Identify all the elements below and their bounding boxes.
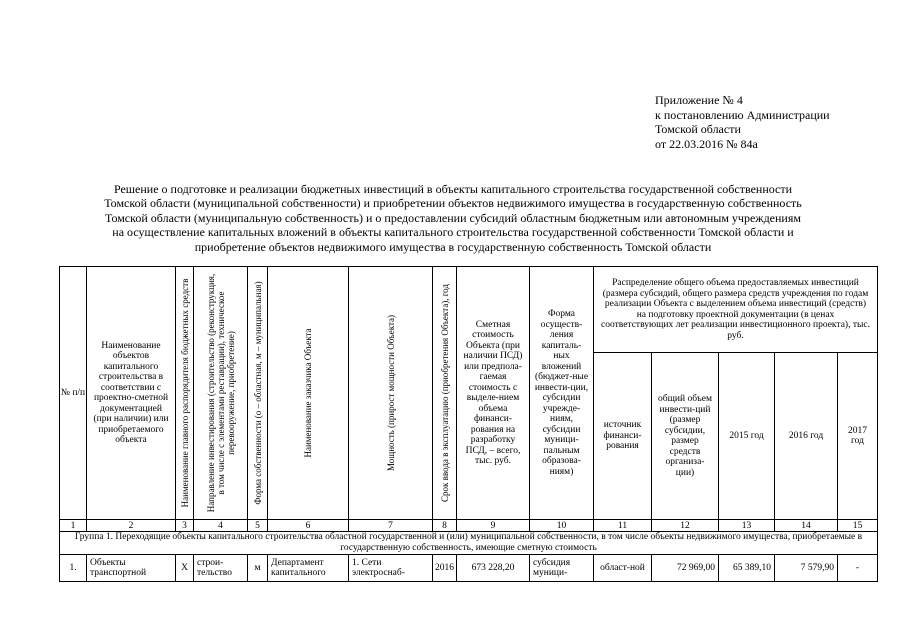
table-row	[60, 555, 878, 582]
column-number: 11	[594, 520, 652, 532]
header-form: Форма осуществ-ления капиталь-ных вложений (бюджет-ные инвести-ции, субсидии учрежде-ниям, субсидии муници-пальным образова-ниям)	[530, 267, 594, 520]
header-distribution: Распределение общего объема предоставляемых инвестиций (размера субсидий, общего размера средств учреждения по годам реализации Объекта с выделением объема инвестиций (средств) на подготовку проектной документации (в ценах соответствующих лет реализации инвестиционного проекта), тыс. руб.	[594, 267, 878, 353]
cell-2016: 7 579,90	[775, 555, 838, 582]
group-row	[60, 532, 878, 555]
group-title: Группа 1. Переходящие объекты капитального строительства областной государственной и (или) муниципальной собственности, в том числе объекты недвижимого имущества, приобретаемые в государственную собственность, имеющие сметную стоимость	[60, 532, 878, 555]
column-number: 4	[194, 520, 248, 532]
title-line: Томской области (муниципальной собственности) и приобретении объектов недвижимого имущества в государственную собственность	[104, 196, 802, 211]
title-line: Решение о подготовке и реализации бюджетных инвестиций в объекты капитального строительства государственной собственности	[113, 182, 793, 196]
cell-name: Объекты транспортной	[87, 555, 176, 582]
title-line: на осуществление капитальных вложений в объекты капитального строительства государственной собственности Томской области и	[112, 225, 794, 240]
header-ownership-text: Форма собственности (о – областная, м – муниципальная)	[252, 281, 263, 505]
document-title	[40, 182, 866, 254]
investment-table	[59, 266, 878, 582]
cell-customer: Департамент капитального	[268, 555, 349, 582]
title-line: Томской области (муниципальную собственность) и о предоставлении субсидий областным бюджетным или автономным учреждениям	[105, 210, 801, 225]
header-2015: 2015 год	[719, 353, 775, 520]
title-line: приобретение объектов недвижимого имущества в государственную собственность Томской области	[194, 239, 712, 254]
column-number: 5	[248, 520, 268, 532]
cell-form: субсидия муници-	[530, 555, 594, 582]
column-number: 1	[60, 520, 87, 532]
header-capacity-text: Мощность (прирост мощности Объекта)	[385, 315, 396, 472]
cell-grbs: Х	[176, 555, 194, 582]
header-customer	[268, 267, 349, 520]
column-number: 3	[176, 520, 194, 532]
cell-source: област-ной	[594, 555, 652, 582]
appendix-line: к постановлению Администрации	[655, 107, 830, 122]
header-row-top	[60, 267, 878, 353]
column-number: 14	[775, 520, 838, 532]
header-grbs-text: Наименование главного распорядителя бюджетных средств	[179, 278, 190, 508]
appendix-line: от 22.03.2016 № 84а	[655, 136, 758, 151]
column-number: 6	[268, 520, 349, 532]
column-number: 7	[349, 520, 433, 532]
column-number: 15	[838, 520, 878, 532]
appendix-line: Томской области	[655, 122, 741, 136]
header-2016: 2016 год	[775, 353, 838, 520]
cell-capacity: 1. Сети электроснаб-	[349, 555, 433, 582]
header-name: Наименование объектов капитального строительства в соответствии с проектно-сметной документацией (при наличии) или приобретаемого объекта	[87, 267, 176, 520]
cell-direction: строи-тельство	[194, 555, 248, 582]
header-customer-text: Наименование заказчика Объекта	[303, 328, 313, 458]
column-number-row	[60, 520, 878, 532]
header-direction	[194, 267, 248, 520]
header-capacity	[349, 267, 433, 520]
cell-deadline: 2016	[433, 555, 457, 582]
header-deadline	[433, 267, 457, 520]
column-number: 12	[652, 520, 719, 532]
cell-total: 72 969,00	[652, 555, 719, 582]
column-number: 2	[87, 520, 176, 532]
appendix-line: Приложение № 4	[655, 93, 743, 107]
header-estimated-cost: Сметная стоимость Объекта (при наличии ПСД) или предпола-гаемая стоимость с выделе-нием объема финанси-рования на разработку ПСД, – всего, тыс. руб.	[457, 267, 530, 520]
cell-2015: 65 389,10	[719, 555, 775, 582]
cell-ownership: м	[248, 555, 268, 582]
header-2017: 2017 год	[838, 353, 878, 520]
column-number: 13	[719, 520, 775, 532]
header-direction-text: Направление инвестирования (строительство (реконструкция, в том числе с элементами реставрации), техническое перевооружение, приобретение)	[205, 273, 236, 513]
cell-num: 1.	[60, 555, 87, 582]
header-grbs	[176, 267, 194, 520]
cell-estimated-cost: 673 228,20	[457, 555, 530, 582]
header-num: № п/п	[60, 267, 87, 520]
header-deadline-text: Срок ввода в эксплуатацию (приобретения Объекта), год	[439, 284, 450, 502]
cell-2017: -	[838, 555, 878, 582]
header-source: источник финанси-рования	[594, 353, 652, 520]
column-number: 8	[433, 520, 457, 532]
column-number: 10	[530, 520, 594, 532]
header-total: общий объем инвести-ций (размер субсидии, размер средств организа-ции)	[652, 353, 719, 520]
column-number: 9	[457, 520, 530, 532]
header-ownership	[248, 267, 268, 520]
appendix-block	[655, 93, 830, 151]
